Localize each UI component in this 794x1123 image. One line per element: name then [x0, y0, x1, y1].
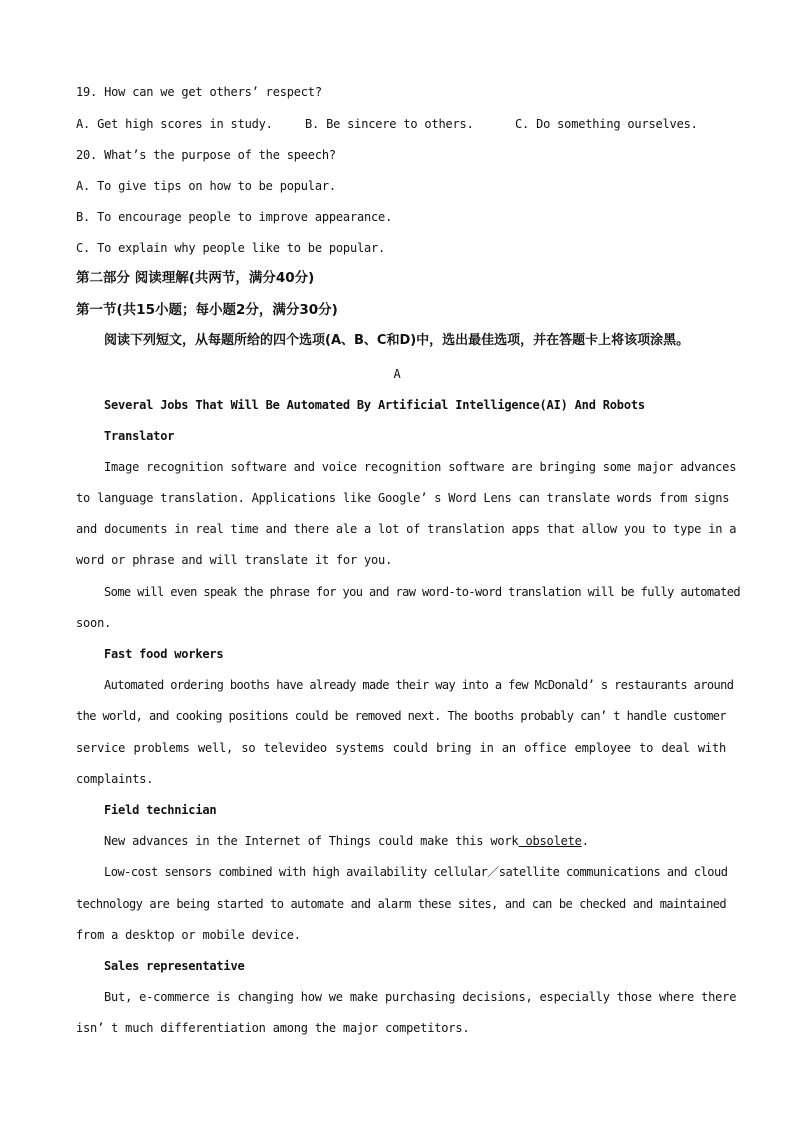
fast-food-line-2: the world, and cooking positions could be removed next. The booths probably can’ t handle customer: [76, 709, 726, 723]
translator-paragraph-1-line-3: and documents in real time and there ale a lot of translation apps that allow you to type in a: [76, 522, 737, 536]
question-19-options: [76, 116, 726, 132]
translator-paragraph-1-line-2: to language translation. Applications like Google’ s Word Lens can translate words from signs: [76, 491, 730, 505]
reading-instruction: 阅读下列短文，从每题所给的四个选项(A、B、C和D)中，选出最佳选项，并在答题卡上将该项涂黑。: [104, 333, 690, 348]
section-heading-sales-representative: Sales representative: [104, 959, 245, 973]
field-paragraph-2-line-3: from a desktop or mobile device.: [76, 928, 301, 942]
translator-paragraph-2-line-2: soon.: [76, 616, 112, 630]
underlined-word-obsolete: obsolete: [518, 834, 582, 848]
question-20-option-a: A. To give tips on how to be popular.: [76, 179, 336, 193]
question-19-option-a: A. Get high scores in study.: [76, 117, 273, 131]
fast-food-line-4: complaints.: [76, 772, 154, 786]
fast-food-line-1: Automated ordering booths have already made their way into a few McDonald’ s restaurants around: [104, 678, 734, 692]
field-paragraph-2-line-1: Low-cost sensors combined with high availability cellular／satellite communications and cloud: [104, 865, 728, 879]
question-19-option-c: C. Do something ourselves.: [515, 117, 698, 131]
translator-paragraph-1-line-1: Image recognition software and voice recognition software are bringing some major advances: [104, 460, 737, 474]
question-20-option-b: B. To encourage people to improve appearance.: [76, 210, 393, 224]
part-2-heading: 第二部分 阅读理解(共两节，满分40分): [76, 270, 315, 286]
section-heading-field-technician: Field technician: [104, 803, 217, 817]
question-19-option-b: B. Be sincere to others.: [305, 117, 474, 131]
field-paragraph-2-line-2: technology are being started to automate and alarm these sites, and can be checked and maintained: [76, 897, 726, 911]
passage-title: Several Jobs That Will Be Automated By Artificial Intelligence(AI) And Robots: [104, 398, 645, 412]
fast-food-line-3: service problems well, so televideo systems could bring in an office employee to deal with: [76, 741, 726, 755]
section-heading-fast-food: Fast food workers: [104, 647, 224, 661]
translator-paragraph-1-line-4: word or phrase and will translate it for you.: [76, 553, 393, 567]
field-paragraph-1: [104, 833, 726, 849]
sales-line-1: But, e-commerce is changing how we make purchasing decisions, especially those where there: [104, 990, 737, 1004]
question-19-stem: 19. How can we get others’ respect?: [76, 85, 322, 99]
question-20-option-c: C. To explain why people like to be popular.: [76, 241, 386, 255]
section-heading-translator: Translator: [104, 429, 175, 443]
field-paragraph-1-period: .: [581, 834, 589, 848]
question-20-stem: 20. What’s the purpose of the speech?: [76, 148, 336, 162]
section-1-heading: 第一节(共15小题；每小题2分，满分30分): [76, 302, 338, 318]
passage-letter: A: [393, 367, 401, 381]
translator-paragraph-2-line-1: Some will even speak the phrase for you and raw word-to-word translation will be fully automated: [104, 585, 740, 599]
sales-line-2: isn’ t much differentiation among the major competitors.: [76, 1021, 470, 1035]
field-paragraph-1-text: New advances in the Internet of Things could make this work: [104, 834, 519, 848]
